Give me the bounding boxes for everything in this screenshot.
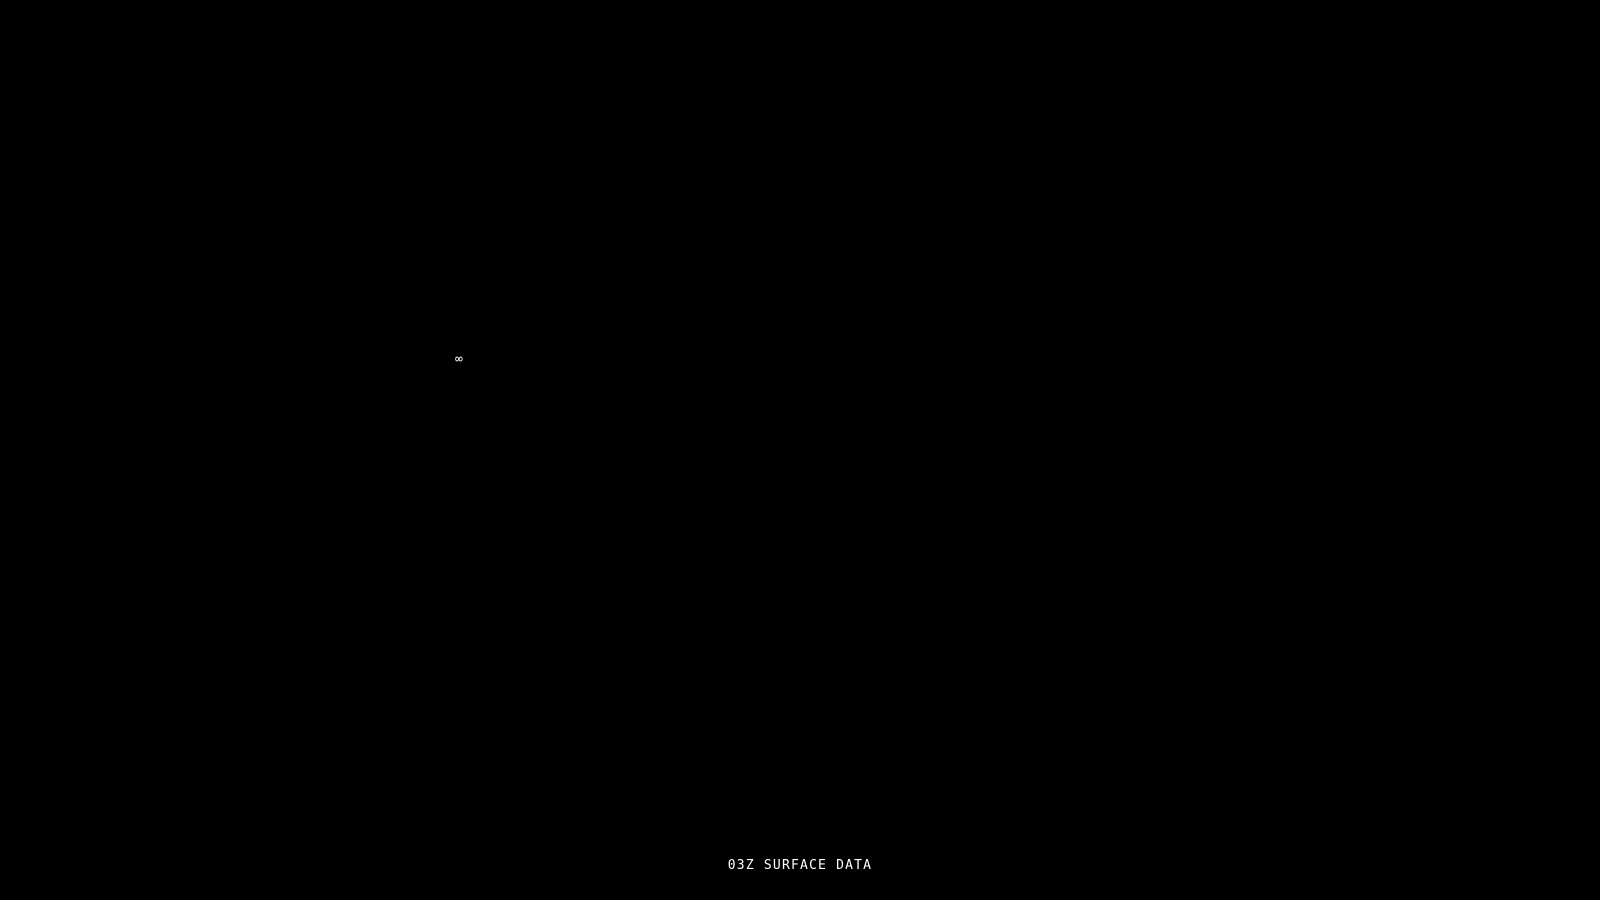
surface-station-observation-icon[interactable]: ∞ bbox=[455, 352, 463, 367]
map-caption-label: 03Z SURFACE DATA bbox=[727, 858, 873, 873]
